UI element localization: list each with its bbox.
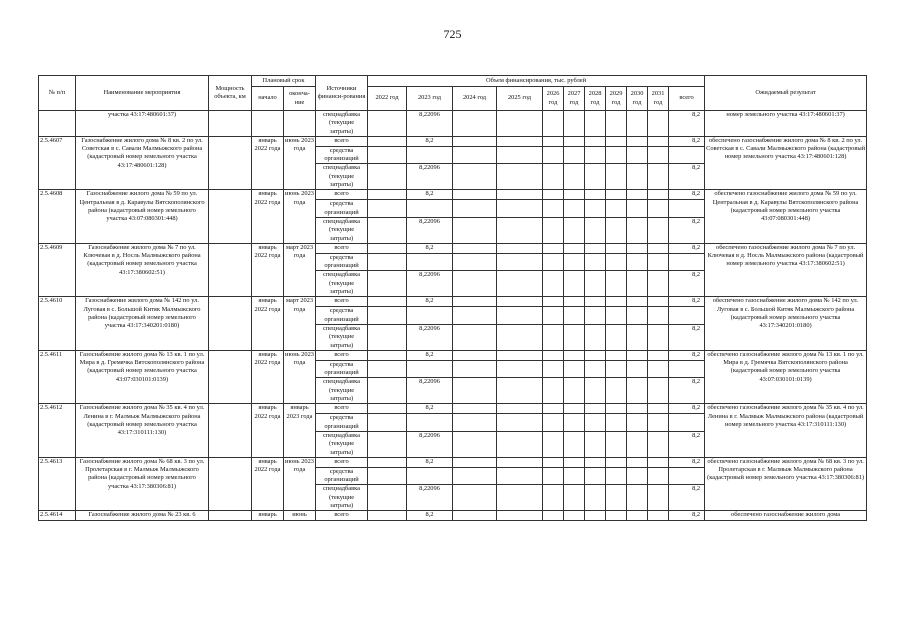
source-organizations: средства организаций xyxy=(316,360,368,378)
start-date: январь 2022 года xyxy=(252,243,284,296)
value-total: 8,2 xyxy=(669,297,705,307)
value-2023-surcharge: 8,22096 xyxy=(407,485,453,511)
value-2023-surcharge: 8,22096 xyxy=(407,378,453,404)
page-number: 725 xyxy=(443,27,462,41)
capacity-cell xyxy=(209,243,252,296)
financing-table xyxy=(38,75,867,521)
value-total: 8,2 xyxy=(669,350,705,360)
source-total: всего xyxy=(316,457,368,467)
header-year-2030: 2030 год xyxy=(627,87,648,111)
value-surcharge-total: 8,2 xyxy=(669,217,705,243)
source-total: всего xyxy=(316,350,368,360)
start-date: январь 2022 года xyxy=(252,297,284,350)
header-end: оконча-ние xyxy=(284,87,316,111)
row-number: 2.5.4610 xyxy=(39,297,76,350)
table-row xyxy=(39,297,867,307)
header-capacity: Мощность объекта, км xyxy=(209,76,252,111)
activity-name: Газоснабжение жилого дома № 68 кв. 3 по ул. Пролетарская в г. Малмыж Малмыжского района (кадастровый номер земельного участка 43:17:380306:81) xyxy=(76,457,209,510)
source-organizations: средства организаций xyxy=(316,253,368,271)
value-2023-total: 8,2 xyxy=(407,297,453,307)
end-date: январь 2023 года xyxy=(284,404,316,457)
header-year-2022: 2022 год xyxy=(368,87,407,111)
value-surcharge-total: 8,2 xyxy=(669,164,705,190)
source-total: всего xyxy=(316,243,368,253)
source-organizations: средства организаций xyxy=(316,307,368,325)
header-start: начало xyxy=(252,87,284,111)
expected-result: обеспечено газоснабжение жилого дома № 142 по ул. Луговая в с. Большой Китяк Малмыжского района (кадастровый номер земельного участка 43:17:340201:0180) xyxy=(705,297,867,350)
source-surcharge: спецнадбавка (текущие затраты) xyxy=(316,271,368,297)
header-year-2023: 2023 год xyxy=(407,87,453,111)
value-2023-total: 8,2 xyxy=(407,457,453,467)
start-date: январь 2022 года xyxy=(252,404,284,457)
source-surcharge: спецнадбавка (текущие затраты) xyxy=(316,378,368,404)
value-2023-surcharge: 8,22096 xyxy=(407,217,453,243)
table-row xyxy=(39,190,867,200)
activity-name: Газоснабжение жилого дома № 23 кв. 6 xyxy=(76,511,209,521)
source-surcharge: спецнадбавка (текущие затраты) xyxy=(316,431,368,457)
continuation-name: участка 43:17:480601:37) xyxy=(76,111,209,137)
activity-name: Газоснабжение жилого дома № 13 кв. 1 по ул. Мира в д. Гремячка Вятскополянского района (кадастровый номер земельного участка 43:07:030101:0139) xyxy=(76,350,209,403)
expected-result: обеспечено газоснабжение жилого дома № 13 кв. 1 по ул. Мира в д. Гремячка Вятскополянского района (кадастровый номер земельного участка 43:07:030101:0139) xyxy=(705,350,867,403)
start-date: январь 2022 года xyxy=(252,457,284,510)
value-surcharge-total: 8,2 xyxy=(669,271,705,297)
start-date: январь 2022 года xyxy=(252,136,284,189)
start-date: январь 2022 года xyxy=(252,350,284,403)
value-2023-total: 8,2 xyxy=(407,136,453,146)
continuation-result: номер земельного участка 43:17:480601:37) xyxy=(705,111,867,137)
header-num: № п/п xyxy=(39,76,76,111)
capacity-cell xyxy=(209,136,252,189)
table-row xyxy=(39,243,867,253)
source-organizations: средства организаций xyxy=(316,146,368,164)
end-date: июнь xyxy=(284,511,316,521)
table-row xyxy=(39,511,867,521)
source-organizations: средства организаций xyxy=(316,414,368,432)
table-body xyxy=(39,111,867,521)
value-total: 8,2 xyxy=(669,243,705,253)
capacity-cell xyxy=(209,297,252,350)
value-2023-total: 8,2 xyxy=(407,190,453,200)
start-date: январь xyxy=(252,511,284,521)
row-number: 2.5.4614 xyxy=(39,511,76,521)
end-date: июнь 2023 года xyxy=(284,190,316,243)
header-year-2025: 2025 год xyxy=(497,87,543,111)
header-total: всего xyxy=(669,87,705,111)
header-year-2031: 2031 год xyxy=(648,87,669,111)
source-surcharge: спецнадбавка (текущие затраты) xyxy=(316,324,368,350)
value-surcharge-total: 8,2 xyxy=(669,324,705,350)
source-surcharge: спецнадбавка (текущие затраты) xyxy=(316,164,368,190)
end-date: март 2023 года xyxy=(284,243,316,296)
row-number: 2.5.4609 xyxy=(39,243,76,296)
activity-name: Газоснабжение жилого дома № 8 кв. 2 по ул. Советская в с. Савали Малмыжского района (кадастровый номер земельного участка 43:17:480601:128) xyxy=(76,136,209,189)
value-2023-total: 8,2 xyxy=(407,243,453,253)
activity-name: Газоснабжение жилого дома № 35 кв. 4 по ул. Ленина в г. Малмыж Малмыжского района (кадастровый номер земельного участка 43:17:310111:130) xyxy=(76,404,209,457)
source-surcharge: спецнадбавка (текущие затраты) xyxy=(316,217,368,243)
continuation-row xyxy=(39,111,867,137)
activity-name: Газоснабжение жилого дома № 59 по ул. Центральная в д. Каравулы Вятскополянского района (кадастровый номер земельного участка 43:07:080301:448) xyxy=(76,190,209,243)
value-2023-surcharge: 8,22096 xyxy=(407,324,453,350)
table-row xyxy=(39,350,867,360)
value-total: 8,2 xyxy=(669,190,705,200)
expected-result: обеспечено газоснабжение жилого дома № 59 по ул. Центральная в д. Каравулы Вятскополянского района (кадастровый номер земельного участка 43:07:080301:448) xyxy=(705,190,867,243)
value-surcharge-total: 8,2 xyxy=(669,431,705,457)
continuation-total: 8,2 xyxy=(669,111,705,137)
value-total: 8,2 xyxy=(669,457,705,467)
value-2023-total: 8,2 xyxy=(407,511,453,521)
source-organizations: средства организаций xyxy=(316,467,368,485)
end-date: март 2023 года xyxy=(284,297,316,350)
source-organizations: средства организаций xyxy=(316,200,368,218)
row-number: 2.5.4612 xyxy=(39,404,76,457)
continuation-y2023: 8,22096 xyxy=(407,111,453,137)
value-2023-total: 8,2 xyxy=(407,404,453,414)
header-result: Ожидаемый результат xyxy=(705,76,867,111)
source-surcharge: спецнадбавка (текущие затраты) xyxy=(316,485,368,511)
end-date: июнь 2023 года xyxy=(284,350,316,403)
header-year-2026: 2026 год xyxy=(543,87,564,111)
value-2023-surcharge: 8,22096 xyxy=(407,164,453,190)
capacity-cell xyxy=(209,190,252,243)
value-total: 8,2 xyxy=(669,404,705,414)
continuation-source: спецнадбавка (текущие затраты) xyxy=(316,111,368,137)
source-total: всего xyxy=(316,136,368,146)
capacity-cell xyxy=(209,350,252,403)
source-total: всего xyxy=(316,190,368,200)
table-row xyxy=(39,457,867,467)
expected-result: обеспечено газоснабжение жилого дома № 35 кв. 4 по ул. Ленина в г. Малмыж Малмыжского района (кадастровый номер земельного участка 43:17:310111:130) xyxy=(705,404,867,457)
activity-name: Газоснабжение жилого дома № 142 по ул. Луговая в с. Большой Китяк Малмыжского района (кадастровый номер земельного участка 43:17:340201:0180) xyxy=(76,297,209,350)
source-total: всего xyxy=(316,404,368,414)
header-year-2029: 2029 год xyxy=(606,87,627,111)
table-header xyxy=(39,76,867,111)
activity-name: Газоснабжение жилого дома № 7 по ул. Ключевая в д. Носль Малмыжского района (кадастровый номер земельного участка 43:17:380602:51) xyxy=(76,243,209,296)
table-row xyxy=(39,404,867,414)
value-total: 8,2 xyxy=(669,136,705,146)
row-number: 2.5.4613 xyxy=(39,457,76,510)
header-name: Наименование мероприятия xyxy=(76,76,209,111)
value-surcharge-total: 8,2 xyxy=(669,378,705,404)
header-year-2027: 2027 год xyxy=(564,87,585,111)
value-2023-surcharge: 8,22096 xyxy=(407,271,453,297)
value-2023-total: 8,2 xyxy=(407,350,453,360)
header-period: Плановый срок xyxy=(252,76,316,87)
value-surcharge-total: 8,2 xyxy=(669,485,705,511)
value-total: 8,2 xyxy=(669,511,705,521)
source-total: всего xyxy=(316,297,368,307)
expected-result: обеспечено газоснабжение жилого дома № 8 кв. 2 по ул. Советская в с. Савали Малмыжского района (кадастровый номер земельного участка 43:17:480601:128) xyxy=(705,136,867,189)
end-date: июнь 2023 года xyxy=(284,136,316,189)
expected-result: обеспечено газоснабжение жилого дома № 68 кв. 3 по ул. Пролетарская в г. Малмыж Малмыжского района (кадастровый номер земельного участка 43:17:380306:81) xyxy=(705,457,867,510)
start-date: январь 2022 года xyxy=(252,190,284,243)
capacity-cell xyxy=(209,404,252,457)
header-source: Источники финанси-рования xyxy=(316,76,368,111)
capacity-cell xyxy=(209,457,252,510)
row-number: 2.5.4607 xyxy=(39,136,76,189)
header-year-2028: 2028 год xyxy=(585,87,606,111)
source-total: всего xyxy=(316,511,368,521)
end-date: июнь 2023 года xyxy=(284,457,316,510)
table-row xyxy=(39,136,867,146)
expected-result: обеспечено газоснабжение жилого дома № 7 по ул. Ключевая в д. Носль Малмыжского района (кадастровый номер земельного участка 43:17:380602:51) xyxy=(705,243,867,296)
row-number: 2.5.4608 xyxy=(39,190,76,243)
header-funding: Объем финансирования, тыс. рублей xyxy=(368,76,705,87)
row-number: 2.5.4611 xyxy=(39,350,76,403)
value-2023-surcharge: 8,22096 xyxy=(407,431,453,457)
expected-result: обеспечено газоснабжение жилого дома xyxy=(705,511,867,521)
header-year-2024: 2024 год xyxy=(453,87,497,111)
